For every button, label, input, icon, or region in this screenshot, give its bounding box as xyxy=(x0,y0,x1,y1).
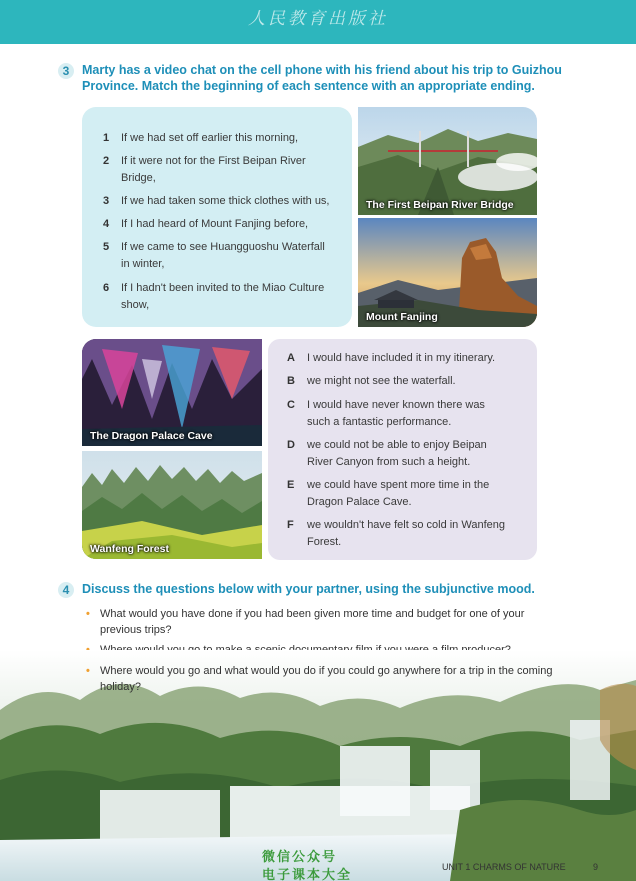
ending-text: such a fantastic performance. xyxy=(307,416,452,428)
photo-caption: Mount Fanjing xyxy=(366,311,438,323)
beginning-number: 5 xyxy=(103,241,110,253)
ending-item xyxy=(287,373,522,390)
photo-caption: The First Beipan River Bridge xyxy=(366,199,514,211)
beginning-number: 4 xyxy=(103,218,110,230)
ending-text: Forest. xyxy=(307,536,342,548)
ending-item xyxy=(287,437,522,471)
beginning-item xyxy=(103,280,343,314)
beginning-item xyxy=(103,193,343,210)
section-4-instruction: Discuss the questions below with your partner, using the subjunctive mood. xyxy=(82,582,535,596)
ending-text: we could not be able to enjoy Beipan xyxy=(307,439,487,451)
photo-dragon-palace-cave xyxy=(82,339,262,446)
beginning-item xyxy=(103,239,343,273)
ending-text: we might not see the waterfall. xyxy=(307,375,456,387)
beginning-item xyxy=(103,216,343,233)
beginning-number: 3 xyxy=(103,195,110,207)
question-text: previous trips? xyxy=(100,624,172,636)
beginning-text: in winter, xyxy=(121,258,165,270)
bullet-dot-icon: • xyxy=(86,665,90,677)
ending-item xyxy=(287,517,522,551)
ending-text: I would have never known there was xyxy=(307,399,485,411)
ending-item xyxy=(287,350,522,367)
ending-text: River Canyon from such a height. xyxy=(307,456,471,468)
beginning-number: 1 xyxy=(103,132,110,144)
section-4-number: 4 xyxy=(58,582,74,598)
ending-text: we could have spent more time in the xyxy=(307,479,490,491)
question-text: What would you have done if you had been given more time and budget for one of your xyxy=(100,608,525,620)
ending-letter: F xyxy=(287,519,294,531)
beginning-text: If I hadn't been invited to the Miao Culture xyxy=(121,282,325,294)
ending-item xyxy=(287,477,522,511)
publisher-logo: 人民教育出版社 xyxy=(248,9,388,29)
photo-caption: Wanfeng Forest xyxy=(90,543,169,555)
photo-caption: The Dragon Palace Cave xyxy=(90,430,213,442)
photo-mount-fanjing xyxy=(358,218,537,327)
ending-letter: E xyxy=(287,479,295,491)
ending-text: I would have included it in my itinerary. xyxy=(307,352,496,364)
beginning-number: 6 xyxy=(103,282,110,294)
section-3-number: 3 xyxy=(58,63,74,79)
section-3-instruction-line1: Marty has a video chat on the cell phone with his friend about his trip to Guizhou xyxy=(82,63,562,77)
beginning-text: If we had set off earlier this morning, xyxy=(121,132,299,144)
page-number: 9 xyxy=(593,862,599,872)
beginning-item xyxy=(103,130,343,147)
beginning-text: If we came to see Huangguoshu Waterfall xyxy=(121,241,325,253)
photo-beipan-bridge xyxy=(358,107,537,215)
beginning-text: show, xyxy=(121,299,150,311)
beginning-text: Bridge, xyxy=(121,172,156,184)
ending-item xyxy=(287,397,522,431)
watermark-line2: 电子课本大全 xyxy=(262,867,353,881)
ending-letter: D xyxy=(287,439,295,451)
question-item xyxy=(86,663,586,695)
question-text: holiday? xyxy=(100,681,141,693)
ending-letter: B xyxy=(287,375,295,387)
watermark-line1: 微信公众号 xyxy=(262,849,338,864)
question-item xyxy=(86,606,586,638)
beginning-text: If it were not for the First Beipan River xyxy=(121,155,306,167)
beginning-text: If I had heard of Mount Fanjing before, xyxy=(121,218,309,230)
beginning-item xyxy=(103,153,343,187)
bullet-dot-icon: • xyxy=(86,608,90,620)
unit-title: UNIT 1 CHARMS OF NATURE xyxy=(442,862,566,872)
ending-text: Dragon Palace Cave. xyxy=(307,496,412,508)
ending-letter: C xyxy=(287,399,295,411)
beginning-number: 2 xyxy=(103,155,110,167)
ending-text: we wouldn't have felt so cold in Wanfeng xyxy=(307,519,505,531)
beginning-text: If we had taken some thick clothes with us, xyxy=(121,195,330,207)
section-3-instruction-line2: Province. Match the beginning of each sentence with an appropriate ending. xyxy=(82,79,535,93)
photo-wanfeng-forest xyxy=(82,451,262,559)
question-text: Where would you go and what would you do if you could go anywhere for a trip in the coming xyxy=(100,665,553,677)
ending-letter: A xyxy=(287,352,295,364)
